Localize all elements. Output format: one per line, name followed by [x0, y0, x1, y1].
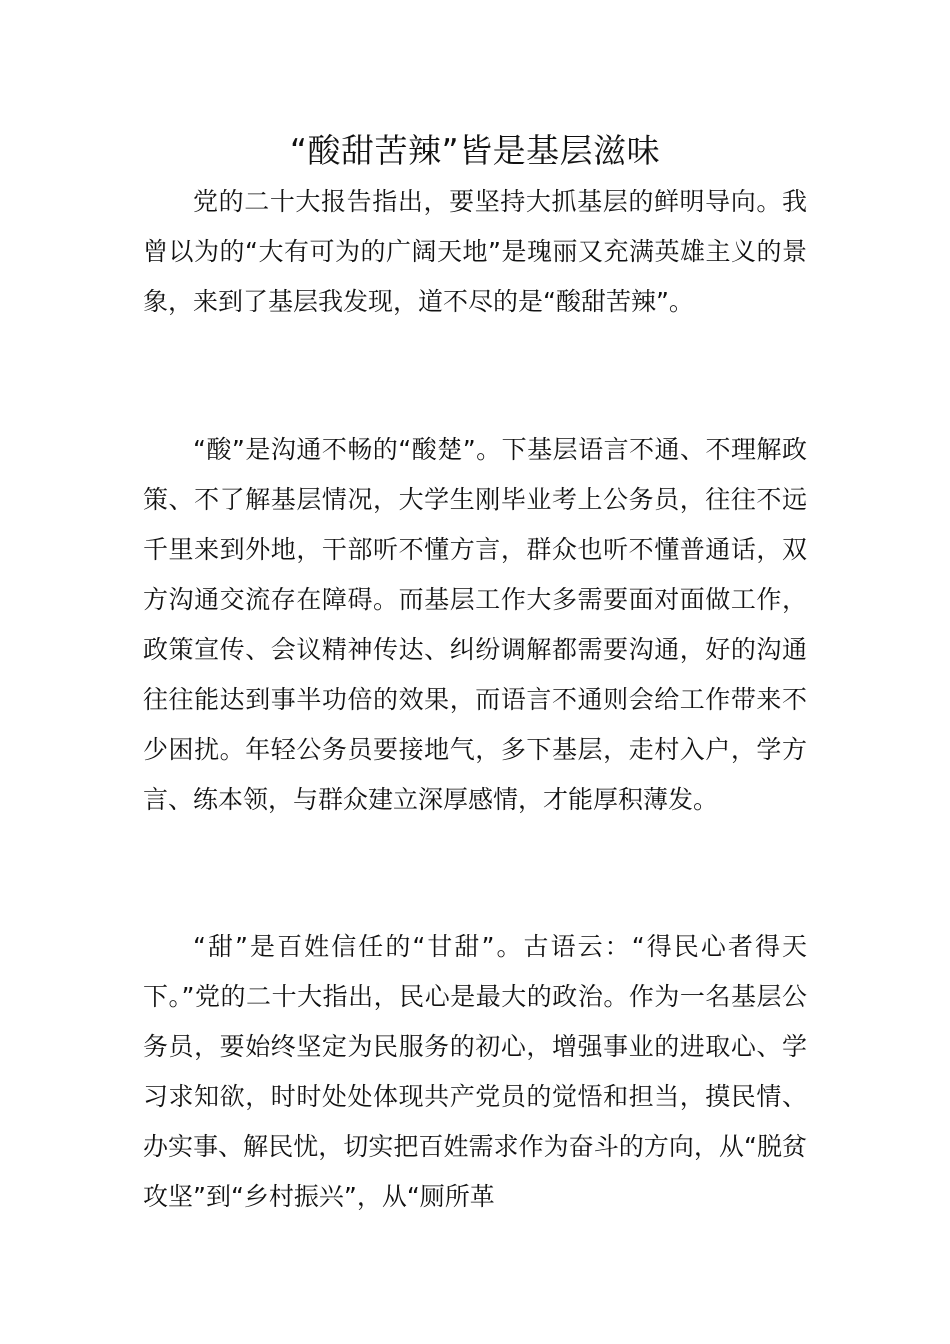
document-title: “酸甜苦辣”皆是基层滋味: [289, 131, 661, 170]
paragraph-sour: “酸”是沟通不畅的“酸楚”。下基层语言不通、不理解政策、不了解基层情况，大学生刚毕业考上公务员，往往不远千里来到外地，干部听不懂方言，群众也听不懂普通话，双方沟通交流存在障碍。而基层工作大多需要面对面做工作，政策宣传、会议精神传达、纠纷调解都需要沟通，好的沟通往往能达到事半功倍的效果，而语言不通则会给工作带来不少困扰。年轻公务员要接地气，多下基层，走村入户，学方言、练本领，与群众建立深厚感情，才能厚积薄发。: [143, 435, 807, 814]
paragraph-sweet: “甜”是百姓信任的“甘甜”。古语云：“得民心者得天下。”党的二十大指出，民心是最大的政治。作为一名基层公务员，要始终坚定为民服务的初心，增强事业的进取心、学习求知欲，时时处处体现共产党员的觉悟和担当，摸民情、办实事、解民忧，切实把百姓需求作为奋斗的方向，从“脱贫攻坚”到“乡村振兴”，从“厕所革: [143, 932, 807, 1211]
paragraph-intro: 党的二十大报告指出，要坚持大抓基层的鲜明导向。我曾以为的“大有可为的广阔天地”是瑰丽又充满英雄主义的景象，来到了基层我发现，道不尽的是“酸甜苦辣”。: [143, 187, 807, 316]
